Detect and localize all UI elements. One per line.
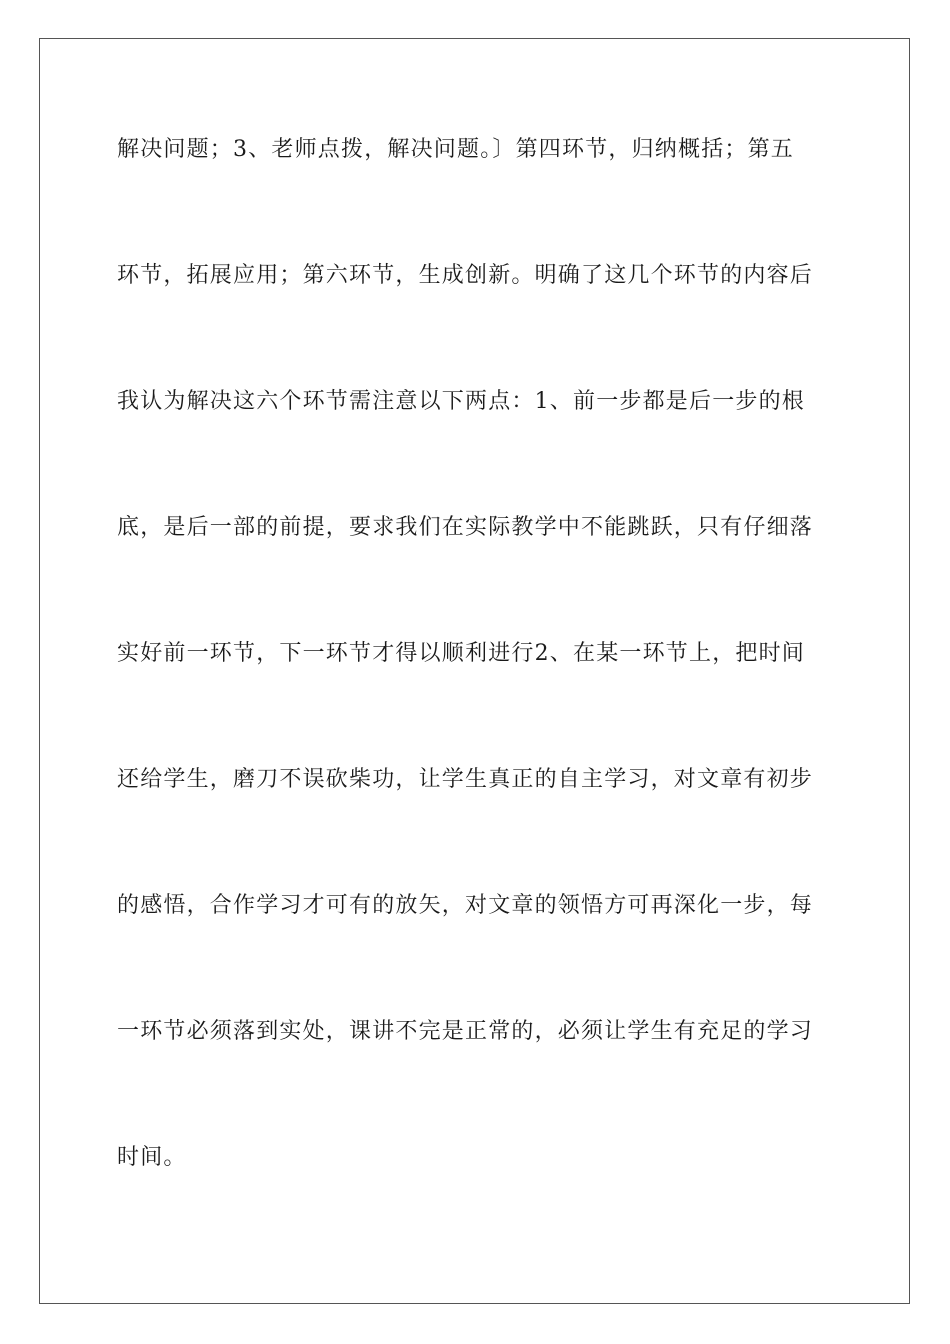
text-line-5: 实好前一环节，下一环节才得以顺利进行2、在某一环节上，把时间 xyxy=(117,641,805,666)
text-line-8: 一环节必须落到实处，课讲不完是正常的，必须让学生有充足的学习 xyxy=(117,1019,814,1044)
text-line-4: 底，是后一部的前提，要求我们在实际教学中不能跳跃，只有仔细落 xyxy=(117,515,814,540)
text-line-7: 的感悟，合作学习才可有的放矢，对文章的领悟方可再深化一步，每 xyxy=(117,893,814,918)
body-text xyxy=(117,128,837,1262)
text-line-6: 还给学生，磨刀不误砍柴功，让学生真正的自主学习，对文章有初步 xyxy=(117,767,814,792)
text-line-2: 环节，拓展应用；第六环节，生成创新。明确了这几个环节的内容后 xyxy=(117,263,814,288)
text-line-3: 我认为解决这六个环节需注意以下两点：1、前一步都是后一步的根 xyxy=(117,389,805,414)
text-line-9: 时间。 xyxy=(117,1145,187,1170)
text-line-1: 解决问题；3、老师点拨，解决问题。〕第四环节，归纳概括；第五 xyxy=(117,137,794,162)
